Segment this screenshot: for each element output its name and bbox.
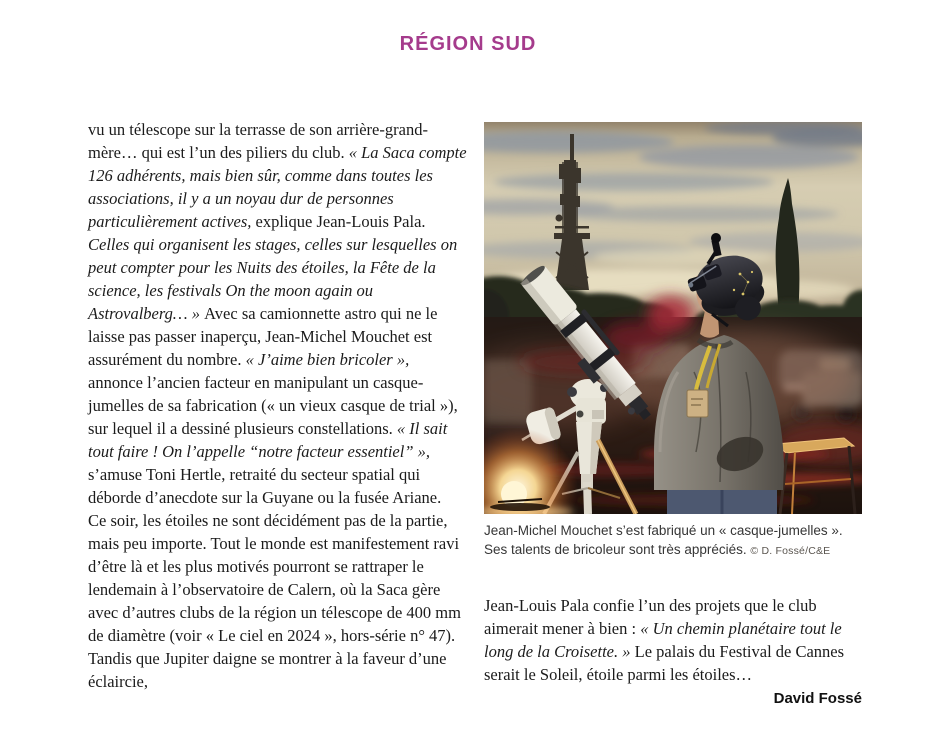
photo-credit: © D. Fossé/C&E [750, 545, 831, 557]
badge [687, 390, 708, 417]
body-paragraph [88, 118, 468, 509]
text-segment: « Un chemin planétaire tout le long de la Croisette. » [484, 619, 842, 661]
text-segment: Le palais du Festival de Cannes serait le Soleil, étoile parmi les étoiles… [484, 642, 845, 684]
text-segment: Celles qui organisent les stages, celles sur lesquelles on peut compter pour les Nuits des étoiles, la Fête de la science, les festivals On the moon again ou Astrovalberg… » [88, 235, 458, 323]
section-title: RÉGION SUD [399, 33, 537, 55]
text-segment: « Il sait tout faire ! On l’appelle “notre facteur essentiel” », [88, 419, 448, 461]
text-segment: vu un télescope sur la terrasse de son arrière-grand-mère… qui est l’un des piliers du club. [88, 120, 428, 162]
caption-line: Ses talents de bricoleur sont très appréciés. [484, 542, 747, 557]
body-paragraph [484, 594, 862, 686]
text-segment: explique Jean-Louis Pala. [255, 212, 426, 231]
text-segment: « J’aime bien bricoler », [245, 350, 410, 369]
body-paragraph [88, 509, 468, 693]
article-right-column [484, 594, 862, 686]
text-segment: s’amuse Toni Hertle, retraité du secteur spatial qui déborde d’anecdote sur la Guyane ou la fusée Ariane. [88, 465, 442, 507]
author-byline: David Fossé [773, 690, 862, 707]
caption-line: Jean-Michel Mouchet s’est fabriqué un « casque-jumelles ». [484, 523, 843, 538]
text-segment: annonce l’ancien facteur en manipulant un casque-jumelles de sa fabrication (« un vieux casque de trial »), sur lequel il a dessiné plusieurs constellations. [88, 373, 458, 438]
photo-caption [484, 521, 862, 561]
text-segment: Avec sa camionnette astro qui ne le laisse pas passer inaperçu, Jean-Michel Mouchet est assurément du nombre. [88, 304, 438, 369]
text-segment: « La Saca compte 126 adhérents, mais bien sûr, comme dans toutes les associations, il y a un noyau dur de personnes particulièrement actives, [88, 143, 467, 231]
article-left-column [88, 118, 468, 693]
text-segment: Ce soir, les étoiles ne sont décidément pas de la partie, mais peu importe. Tout le monde est manifestement ravi d’être là et les plus motivés pourront se rattraper le lendemain à l’observatoire de Calern, où la Saca gère avec d’autres clubs de la région un télescope de 400 mm de diamètre (voir « Le ciel en 2024 », hors-série n° 47). Tandis que Jupiter daigne se montrer à la faveur d’une éclaircie, [88, 511, 461, 691]
text-segment: Jean-Louis Pala confie l’un des projets que le club aimerait mener à bien : [484, 596, 817, 638]
article-photo [484, 122, 862, 514]
